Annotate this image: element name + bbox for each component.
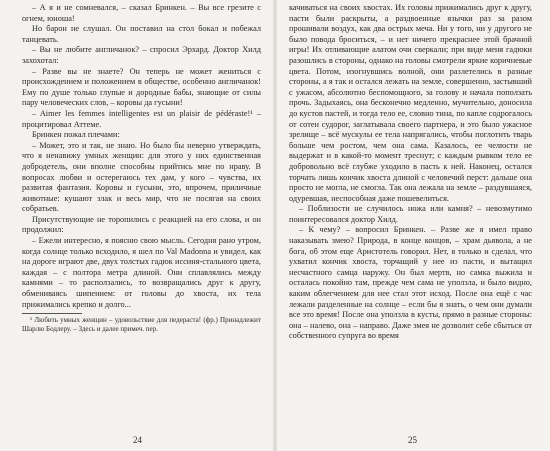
paragraph: Бринкен пожал плечами: (32, 130, 120, 140)
page-number-right: 25 (408, 435, 417, 445)
left-page-body (22, 3, 261, 310)
page-number-left: 24 (133, 435, 142, 445)
paragraph: Присутствующие не торопились с реакцией на его слова, и он продолжил: (22, 214, 261, 235)
paragraph: Но барон не слушал. Он поставил на стол бокал и побежал танцевать. (22, 24, 261, 44)
paragraph: – А я и не сомневался, – сказал Бринкен. – Вы все грезите с огнем, юноша! (22, 3, 261, 23)
footnote: ¹ Любить умных женщин – удовольствие для педераста! (фр.) Принадлежит Шарлю Бодлеру. – Здесь и далее примеч. пер. (22, 316, 261, 334)
paragraph: – Поблизости не случилось ножа или камня? – невозмутимо поинтересовался доктор Хилд. (289, 204, 532, 224)
paragraph: – К чему? – вопросил Бринкен. – Разве же я имел право наказывать змею? Природа, в конце концов, – храм дьявола, а не бога, об этом еще Аристотель говорил. Нет, я только и сделал, что ухватил кончик хвоста, торчащий у нее из пасти, и вытащил несчастного самца наружу. Он был мертв, но самка выжила и осталась покойно там, прежде чем сама не уползла, и было видно, каким облегчением для нее стал этот исход. После она ещё с час лежали разделенные на солнце – если бы я знать, о чем они думали все это время! После она уползла в кусты, прямо в разные стороны: она – налево, она – направо. Даже змея не дозволит себе сбыться от собственного супруга во время (289, 225, 532, 341)
paragraph: – Aimer les femmes intelligentes est un plaisir de pédéraste!¹ – процитировал Аттеме. (22, 108, 261, 129)
paragraph: – Разве вы не знаете? Он теперь не может жениться с происхождением и положением в обществе, особенно англичанок! Ему по душе только глупые и дородные бабы, знающие от силы пару человеческих слов, – коровы да гусыни! (22, 66, 261, 108)
right-page-body (289, 3, 532, 342)
paragraph: качиваться на своих хвостах. Их головы прижимались друг к другу, пасти были раскрыты, а раздвоенные язычки раз за разом прошивали воздух, как два острых меча. Ни у того, ни у другого не было повода броситься, – и нет ничего прекраснее этой брачной игры! Их отливающие алатом очи сверкали; при виде меня гадюки разошлись в стороны, однако на головы смотрели яркие коричневые цвета. Потом, изогнувшись волной, они разлетелись в разные стороны, а я так и остался лежать на земле, совершенно, застывший с ужасом, абсолютно беспомощного, за голову и начала поползать прочь. Задыхаясь, она бесконечно медленно, мучительно, доносила до кустов пастей, и тогда тело ее, словно тина, по капле содрогалось от сотен судорог, заглатывала своего партнера, и это было ужасное зрелище – всё мускулы ее тела напрягались, чтобы поглотить тварь больше чем ростом, чем она сама. Казалось, ее челюсти не выдержат и в какой-то момент треснут; с каждым рывком тело ее добровольно всё глубже уходило в пасть к ней. Наконец, остался торчать лишь кончик хвоста длиной с человечий перст: дальше она просто не могла, не смогла. Так она лежала на земле – раздувшаяся, одуревшая, неспособная даже пошевелиться. (289, 3, 532, 203)
footnotes (22, 316, 261, 334)
right-page (275, 0, 550, 451)
footnote-rule (22, 313, 82, 314)
paragraph: – Вы не любите англичанок? – спросил Эрхард. Доктор Хилд захохотал: (22, 45, 261, 65)
paragraph: – Ежели интересно, я поясню свою мысль. Сегодня рано утром, когда солнце только всходило, я шел по Val Madonna и увидел, как на дороге играют две, двух толстых гадюк иссиня-стального цвета, каждая – с полтора метра длиной. Они сплавлялись между камнями – то расползались, то возвращались друг к другу, обмениваясь шипением: от головы до хвоста, их тела прижимались крепко и долго... (22, 236, 261, 309)
paragraph: – Может, это и так, не знаю. Но было бы неверно утверждать, что я ненавижу умных женщин: для этого у них единственная добродетель, они вполне способны прийтись мне по нраву. В вопросах любви и остерегаюсь тех дам, у кого – чувства, их развитая фантазия. Коровы и гусыни, это, впрочем, приличные животные: кушают злак и весь мир, что не посягая на своих собратьев. (22, 140, 261, 214)
